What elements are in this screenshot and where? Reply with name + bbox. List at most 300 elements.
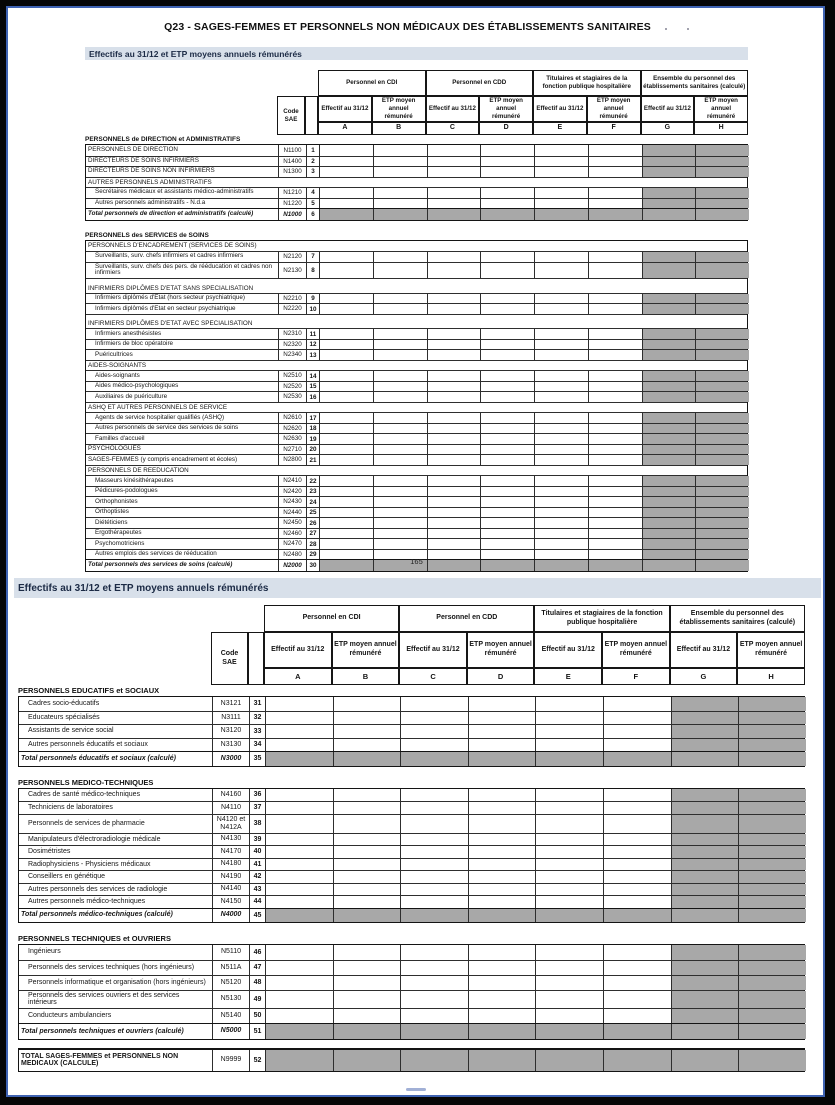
- subheading-label: INFIRMIERS DIPLÔMES D'ETAT AVEC SPECIALISATION: [88, 320, 253, 328]
- data-cell-c: [427, 539, 481, 549]
- data-cell-d: [468, 739, 536, 752]
- data-cell-h: [738, 884, 806, 896]
- data-cell-g: [671, 697, 739, 711]
- row-label: Conducteurs ambulanciers: [28, 1012, 112, 1020]
- data-cell-a: [265, 896, 333, 908]
- data-cell-e: [534, 350, 588, 360]
- row-label: TOTAL SAGES-FEMMES et PERSONNELS NON MEDICAUX (CALCULE): [21, 1052, 179, 1068]
- data-cell-b: [333, 712, 401, 725]
- subheading-label: PERSONNELS DE REEDUCATION: [88, 467, 189, 475]
- data-cell-h: [738, 697, 806, 711]
- data-cell-e: [535, 712, 603, 725]
- data-cell-b: [373, 487, 427, 497]
- data-cell-c: [400, 846, 468, 858]
- data-cell-h: [695, 508, 749, 518]
- data-cell-b: [333, 859, 401, 871]
- data-cell-b: [373, 329, 427, 339]
- data-cell-a: [265, 739, 333, 752]
- code-sae: N2000: [278, 560, 306, 571]
- data-cell-c: [400, 991, 468, 1008]
- data-cell-d: [480, 382, 534, 392]
- table-row: [86, 262, 747, 279]
- table-section-block: [18, 686, 805, 767]
- header-group-3: Titulaires et stagiaires de la fonction publique hospitalière: [534, 605, 669, 632]
- header-col-effectif: Effectif au 31/12: [533, 96, 587, 122]
- data-cell-g: [642, 294, 696, 304]
- data-cell-a: [319, 434, 373, 444]
- code-sae: N2800: [278, 455, 306, 465]
- table-row: [86, 444, 747, 455]
- data-cell-h: [695, 188, 749, 198]
- data-cell-h: [738, 712, 806, 725]
- data-cell-a: [319, 340, 373, 350]
- data-cell-b: [373, 209, 427, 220]
- data-cell-c: [400, 789, 468, 802]
- table-row: [86, 187, 747, 198]
- data-cell-f: [603, 1024, 671, 1039]
- row-number: 46: [249, 945, 265, 960]
- table-row: [86, 381, 747, 392]
- data-cell-g: [642, 445, 696, 455]
- row-number: 17: [306, 413, 319, 423]
- code-sae: N1400: [278, 157, 306, 167]
- data-cell-e: [535, 859, 603, 871]
- row-number: 2: [306, 157, 319, 167]
- table-row: [86, 433, 747, 444]
- table-row: [86, 517, 747, 528]
- row-label: DIRECTEURS DE SOINS INFIRMIERS: [88, 156, 199, 164]
- code-sae: N4180: [212, 859, 249, 871]
- data-cell-h: [695, 157, 749, 167]
- table-personnels-educatifs-techniques: [18, 605, 805, 1072]
- code-sae: N5130: [212, 991, 249, 1008]
- data-cell-g: [671, 896, 739, 908]
- code-sae: N4120 et N412A: [212, 815, 249, 833]
- data-cell-c: [427, 392, 481, 402]
- code-sae: N1300: [278, 167, 306, 177]
- data-cell-d: [480, 252, 534, 262]
- data-cell-d: [480, 424, 534, 434]
- code-sae: N2320: [278, 340, 306, 350]
- header-letter-b: B: [332, 668, 400, 685]
- data-cell-d: [480, 508, 534, 518]
- row-label: Educateurs spécialisés: [28, 713, 100, 721]
- data-cell-e: [535, 802, 603, 814]
- data-cell-e: [534, 392, 588, 402]
- row-number: 43: [249, 884, 265, 896]
- code-sae: N1210: [278, 188, 306, 198]
- data-cell-d: [468, 815, 536, 833]
- data-cell-b: [333, 1024, 401, 1039]
- data-cell-g: [642, 350, 696, 360]
- row-number: 23: [306, 487, 319, 497]
- data-cell-d: [480, 167, 534, 177]
- row-number: 16: [306, 392, 319, 402]
- row-label: Dosimétristes: [28, 848, 71, 855]
- data-cell-c: [427, 294, 481, 304]
- data-cell-g: [671, 1024, 739, 1039]
- row-label: Pédicures-podologues: [95, 487, 158, 495]
- data-cell-d: [480, 329, 534, 339]
- code-sae: N2450: [278, 518, 306, 528]
- row-label: Personnels des services ouvriers et des services intérieurs: [28, 991, 180, 1007]
- table-row: [86, 370, 747, 381]
- row-label: Total personnels éducatifs et sociaux (calculé): [21, 754, 176, 762]
- total-row: [86, 208, 747, 220]
- data-cell-f: [588, 487, 642, 497]
- data-cell-g: [642, 424, 696, 434]
- subheading-label: INFIRMIERS DIPLÔMES D'ETAT SANS SPECIALISATION: [88, 284, 254, 292]
- header-letter-d: D: [479, 122, 533, 135]
- data-cell-c: [400, 712, 468, 725]
- row-label: Psychomotriciens: [95, 539, 145, 547]
- data-cell-e: [535, 1024, 603, 1039]
- row-number: 45: [249, 909, 265, 922]
- data-cell-a: [319, 350, 373, 360]
- data-cell-a: [265, 834, 333, 846]
- row-number: 8: [306, 263, 319, 279]
- row-number: 10: [306, 304, 319, 314]
- row-number: 26: [306, 518, 319, 528]
- section-bar-top: [85, 47, 748, 60]
- data-cell-a: [265, 961, 333, 975]
- header-col-effectif: Effectif au 31/12: [670, 632, 738, 668]
- data-cell-h: [738, 945, 806, 960]
- header-col-effectif: Effectif au 31/12: [399, 632, 467, 668]
- title-smudge-marks: [665, 28, 667, 30]
- data-cell-e: [535, 1009, 603, 1023]
- code-sae: N2710: [278, 445, 306, 455]
- data-cell-h: [738, 961, 806, 975]
- data-cell-f: [588, 445, 642, 455]
- row-label: Techniciens de laboratoires: [28, 803, 113, 811]
- data-cell-g: [642, 476, 696, 486]
- data-cell-a: [265, 859, 333, 871]
- row-label: Surveillants, surv. chefs des pers. de rééducation et cadres non infirmiers: [95, 262, 272, 277]
- data-cell-c: [427, 199, 481, 209]
- table-row: [19, 845, 804, 858]
- code-sae-header: Code SAE: [277, 96, 305, 135]
- row-label: Conseillers en génétique: [28, 873, 106, 880]
- section-heading: PERSONNELS de DIRECTION et ADMINISTRATIFS: [85, 136, 241, 143]
- data-cell-g: [642, 508, 696, 518]
- row-label: Infirmiers de bloc opératoire: [95, 340, 174, 348]
- data-cell-d: [480, 455, 534, 465]
- data-cell-g: [671, 725, 739, 738]
- data-cell-h: [738, 739, 806, 752]
- total-row: [19, 751, 804, 766]
- data-cell-d: [468, 725, 536, 738]
- data-cell-h: [695, 424, 749, 434]
- data-cell-b: [373, 413, 427, 423]
- code-sae: N2620: [278, 424, 306, 434]
- data-cell-c: [427, 340, 481, 350]
- data-cell-b: [373, 199, 427, 209]
- data-cell-c: [400, 909, 468, 922]
- data-cell-d: [480, 294, 534, 304]
- row-label: Aides-soignants: [95, 371, 140, 379]
- row-number: 21: [306, 455, 319, 465]
- data-cell-e: [534, 209, 588, 220]
- data-cell-g: [671, 712, 739, 725]
- data-cell-d: [468, 1050, 536, 1071]
- data-cell-g: [671, 846, 739, 858]
- row-number: 11: [306, 329, 319, 339]
- data-cell-b: [333, 976, 401, 990]
- data-cell-h: [695, 434, 749, 444]
- data-cell-f: [588, 382, 642, 392]
- subheading-label: ASHQ ET AUTRES PERSONNELS DE SERVICE: [88, 404, 228, 412]
- data-cell-g: [642, 252, 696, 262]
- data-cell-f: [603, 884, 671, 896]
- table-row: [19, 814, 804, 833]
- code-sae: N2220: [278, 304, 306, 314]
- data-cell-a: [319, 424, 373, 434]
- data-cell-a: [319, 392, 373, 402]
- data-cell-g: [671, 1009, 739, 1023]
- data-cell-h: [695, 445, 749, 455]
- data-cell-a: [319, 199, 373, 209]
- header-group-4: Ensemble du personnel des établissements sanitaires (calculé): [670, 605, 805, 632]
- data-cell-g: [671, 789, 739, 802]
- data-cell-e: [535, 896, 603, 908]
- data-cell-c: [400, 1009, 468, 1023]
- data-cell-e: [535, 871, 603, 883]
- data-cell-g: [671, 871, 739, 883]
- header-letter-e: E: [533, 122, 587, 135]
- header-col-etp: ETP moyen annuel rémunéré: [479, 96, 533, 122]
- data-cell-f: [603, 871, 671, 883]
- data-cell-g: [642, 263, 696, 279]
- data-cell-g: [671, 815, 739, 833]
- header-col-effectif: Effectif au 31/12: [318, 96, 372, 122]
- data-cell-d: [468, 834, 536, 846]
- data-cell-a: [319, 413, 373, 423]
- data-cell-h: [695, 340, 749, 350]
- row-number: 36: [249, 789, 265, 802]
- data-cell-e: [535, 945, 603, 960]
- data-cell-b: [333, 945, 401, 960]
- data-cell-g: [642, 209, 696, 220]
- page-content: [8, 8, 823, 1095]
- data-cell-f: [588, 209, 642, 220]
- code-sae: N2520: [278, 382, 306, 392]
- table-row: [86, 328, 747, 339]
- data-cell-c: [427, 529, 481, 539]
- table-row: [86, 339, 747, 350]
- table-row: [86, 303, 747, 314]
- data-cell-f: [603, 909, 671, 922]
- data-cell-a: [265, 991, 333, 1008]
- table-row: [86, 454, 747, 465]
- header-col-effectif: Effectif au 31/12: [264, 632, 332, 668]
- data-cell-h: [695, 252, 749, 262]
- data-cell-a: [265, 846, 333, 858]
- code-sae: N4160: [212, 789, 249, 802]
- row-label: Orthoptistes: [95, 508, 129, 516]
- data-cell-h: [695, 199, 749, 209]
- code-sae: N4140: [212, 884, 249, 896]
- data-cell-h: [695, 518, 749, 528]
- data-cell-d: [480, 145, 534, 156]
- data-cell-e: [535, 1050, 603, 1071]
- row-label: Autres personnels médico-techniques: [28, 898, 146, 905]
- row-label: Autres personnels administratifs - N.d.a: [95, 198, 206, 206]
- data-cell-h: [695, 304, 749, 314]
- data-cell-f: [588, 199, 642, 209]
- data-cell-c: [427, 476, 481, 486]
- data-cell-f: [588, 508, 642, 518]
- header-letter-h: H: [737, 668, 805, 685]
- data-cell-a: [265, 815, 333, 833]
- data-cell-a: [319, 329, 373, 339]
- row-label: Radiophysiciens - Physiciens médicaux: [28, 860, 151, 868]
- data-cell-h: [738, 1009, 806, 1023]
- data-cell-g: [642, 199, 696, 209]
- table1-header: [85, 70, 748, 135]
- data-cell-a: [265, 884, 333, 896]
- row-label: Autres emplois des services de rééducation: [95, 550, 217, 558]
- data-cell-d: [468, 846, 536, 858]
- data-cell-e: [535, 991, 603, 1008]
- data-cell-d: [468, 697, 536, 711]
- data-cell-f: [588, 497, 642, 507]
- data-cell-a: [265, 1009, 333, 1023]
- data-cell-g: [671, 884, 739, 896]
- code-sae: N3111: [212, 712, 249, 725]
- code-sae: N2470: [278, 539, 306, 549]
- data-cell-b: [373, 539, 427, 549]
- code-sae: N3120: [212, 725, 249, 738]
- table-row: [19, 975, 804, 990]
- table2-header: [18, 605, 805, 685]
- header-group-3: Titulaires et stagiaires de la fonction publique hospitalière: [533, 70, 641, 96]
- data-cell-a: [319, 539, 373, 549]
- data-cell-c: [427, 382, 481, 392]
- row-label: Manipulateurs d'électroradiologie médicale: [28, 835, 161, 843]
- total-row: [19, 1049, 804, 1071]
- data-cell-g: [642, 518, 696, 528]
- data-cell-g: [671, 739, 739, 752]
- row-number: 47: [249, 961, 265, 975]
- subheading-label: AUTRES PERSONNELS ADMINISTRATIFS: [88, 178, 212, 186]
- data-cell-d: [480, 199, 534, 209]
- data-cell-h: [695, 167, 749, 177]
- data-cell-c: [427, 350, 481, 360]
- data-cell-f: [603, 991, 671, 1008]
- data-cell-e: [534, 529, 588, 539]
- row-number: 15: [306, 382, 319, 392]
- row-number: 35: [249, 752, 265, 766]
- data-cell-a: [319, 476, 373, 486]
- data-cell-b: [333, 834, 401, 846]
- data-cell-a: [319, 304, 373, 314]
- data-cell-b: [373, 263, 427, 279]
- section-bar-bottom-label: Effectifs au 31/12 et ETP moyens annuels rémunérés: [18, 582, 269, 594]
- data-cell-c: [427, 371, 481, 381]
- data-cell-a: [265, 976, 333, 990]
- table-row: [86, 145, 747, 156]
- code-sae: N5140: [212, 1009, 249, 1023]
- row-label: SAGES-FEMMES (y compris encadrement et écoles): [88, 455, 238, 463]
- data-cell-e: [534, 476, 588, 486]
- data-cell-a: [319, 445, 373, 455]
- row-label: Cadres de santé médico-techniques: [28, 790, 141, 798]
- data-cell-h: [738, 725, 806, 738]
- data-cell-h: [738, 909, 806, 922]
- data-cell-d: [468, 871, 536, 883]
- data-cell-a: [265, 802, 333, 814]
- table-section-box: [18, 788, 805, 923]
- data-cell-f: [588, 455, 642, 465]
- row-label: DIRECTEURS DE SOINS NON INFIRMIERS: [88, 167, 215, 175]
- table-row: [19, 833, 804, 846]
- data-cell-f: [588, 340, 642, 350]
- data-cell-h: [738, 846, 806, 858]
- data-cell-d: [480, 157, 534, 167]
- data-cell-d: [480, 434, 534, 444]
- data-cell-c: [400, 976, 468, 990]
- data-cell-c: [427, 434, 481, 444]
- data-cell-h: [738, 834, 806, 846]
- data-cell-a: [319, 518, 373, 528]
- data-cell-b: [373, 445, 427, 455]
- header-letter-a: A: [264, 668, 332, 685]
- row-label: PERSONNELS DE DIRECTION: [88, 145, 178, 153]
- partial-footer-page-number: [406, 1088, 426, 1091]
- data-cell-b: [333, 884, 401, 896]
- data-cell-f: [603, 815, 671, 833]
- row-number-header-cell: [248, 632, 264, 685]
- code-sae: N1220: [278, 199, 306, 209]
- table-section-box: [85, 144, 748, 221]
- data-cell-a: [319, 497, 373, 507]
- data-cell-e: [535, 846, 603, 858]
- row-label: Personnels informatique et organisation (hors ingénieurs): [28, 978, 206, 986]
- data-cell-g: [642, 529, 696, 539]
- table-row: [86, 507, 747, 518]
- data-cell-b: [333, 991, 401, 1008]
- data-cell-e: [534, 424, 588, 434]
- data-cell-c: [427, 304, 481, 314]
- header-group-2: Personnel en CDD: [426, 70, 534, 96]
- data-cell-b: [333, 802, 401, 814]
- row-number: 32: [249, 712, 265, 725]
- page-number: 165: [410, 557, 423, 566]
- table-row: [86, 198, 747, 209]
- data-cell-b: [373, 508, 427, 518]
- data-cell-f: [588, 252, 642, 262]
- data-cell-a: [319, 263, 373, 279]
- code-sae: N2530: [278, 392, 306, 402]
- data-cell-d: [468, 909, 536, 922]
- code-sae: N4170: [212, 846, 249, 858]
- code-sae: N2210: [278, 294, 306, 304]
- header-letter-h: H: [694, 122, 748, 135]
- data-cell-g: [642, 392, 696, 402]
- table-row: [19, 724, 804, 738]
- data-cell-a: [265, 871, 333, 883]
- row-label: Secrétaires médicaux et assistants médico-administratifs: [95, 188, 254, 196]
- row-number: 34: [249, 739, 265, 752]
- data-cell-g: [642, 371, 696, 381]
- data-cell-f: [588, 392, 642, 402]
- code-sae: N2440: [278, 508, 306, 518]
- header-letter-a: A: [318, 122, 372, 135]
- page-title: [8, 21, 823, 33]
- row-label: Diététiciens: [95, 518, 128, 526]
- row-number: 48: [249, 976, 265, 990]
